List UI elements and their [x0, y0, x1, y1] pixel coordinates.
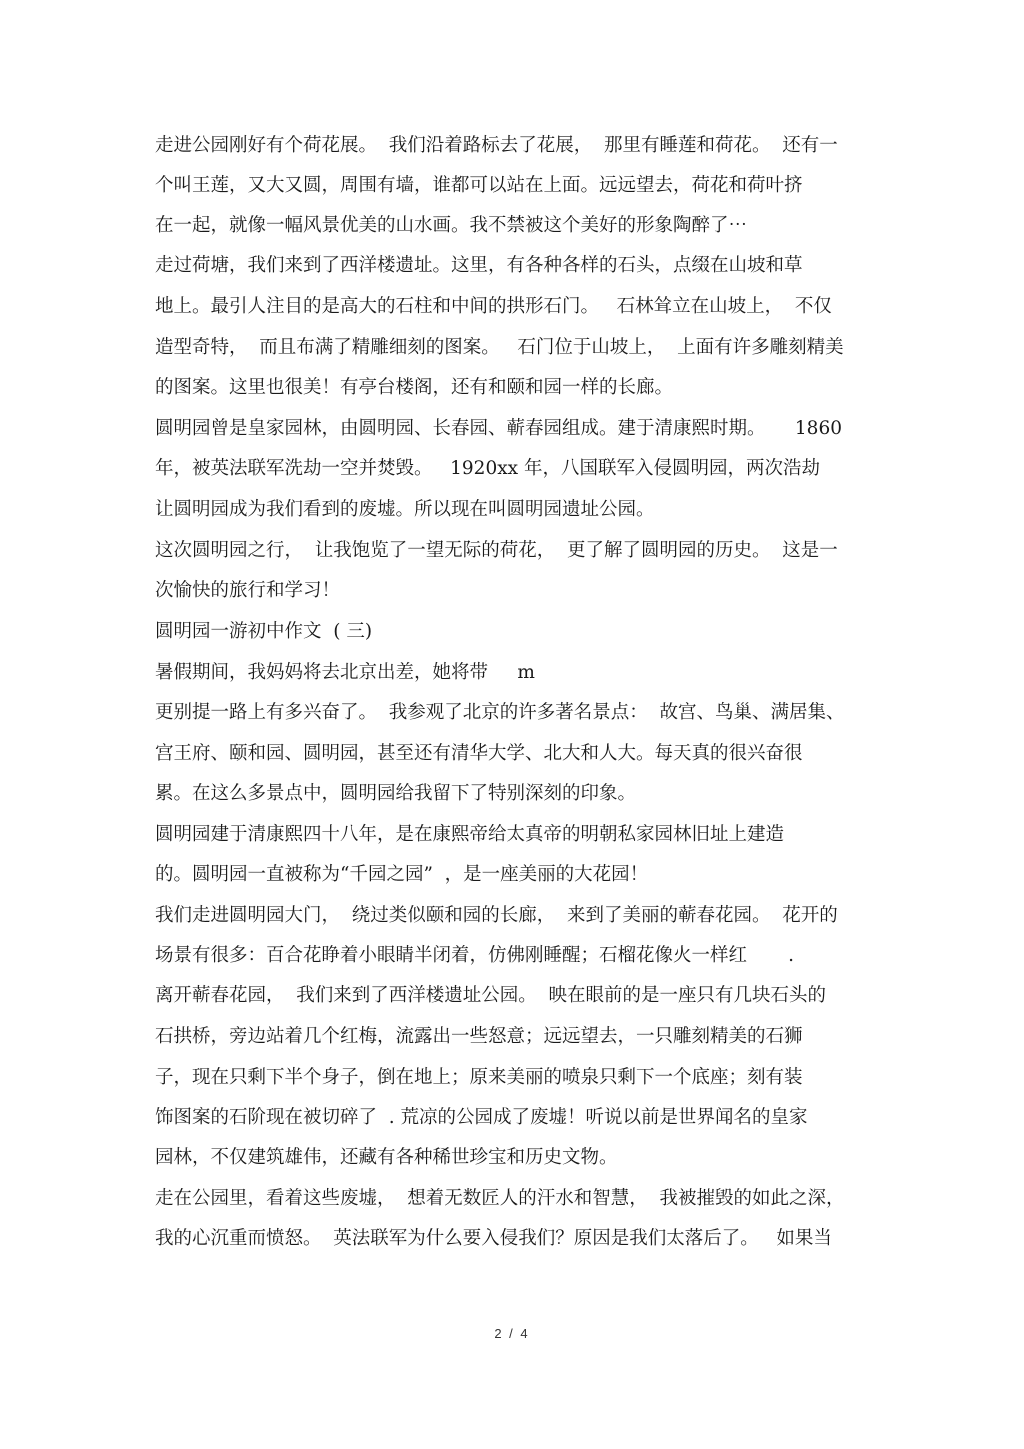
- text-line: 走在公园里，看着这些废墟， 想着无数匠人的汗水和智慧， 我被摧毁的如此之深，: [155, 1188, 845, 1209]
- text-line: 造型奇特， 而且布满了精雕细刻的图案。 石门位于山坡上， 上面有许多雕刻精美: [155, 337, 844, 358]
- page-number: 2 / 4: [494, 1326, 530, 1341]
- text-line: 走过荷塘，我们来到了西洋楼遗址。这里，有各种各样的石头，点缀在山坡和草: [155, 255, 803, 276]
- text-line: 我的心沉重而愤怒。 英法联军为什么要入侵我们？原因是我们太落后了。 如果当: [155, 1228, 832, 1249]
- text-line: 个叫王莲，又大又圆，周围有墙，谁都可以站在上面。远远望去，荷花和荷叶挤: [155, 175, 803, 196]
- text-line: 走进公园刚好有个荷花展。 我们沿着路标去了花展， 那里有睡莲和荷花。 还有一: [155, 135, 838, 156]
- text-line: 这次圆明园之行， 让我饱览了一望无际的荷花， 更了解了圆明园的历史。 这是一: [155, 540, 838, 561]
- text-line: 园林，不仅建筑雄伟，还藏有各种稀世珍宝和历史文物。: [155, 1147, 618, 1168]
- text-line: 我们走进圆明园大门， 绕过类似颐和园的长廊， 来到了美丽的蕲春花园。 花开的: [155, 905, 838, 926]
- text-line: 次愉快的旅行和学习！: [155, 580, 341, 601]
- text-line: 饰图案的石阶现在被切碎了 . 荒凉的公园成了废墟！听说以前是世界闻名的皇家: [155, 1107, 808, 1128]
- text-line: 的图案。这里也很美！有亭台楼阁，还有和颐和园一样的长廊。: [155, 377, 674, 398]
- text-line: 在一起，就像一幅风景优美的山水画。我不禁被这个美好的形象陶醉了⋯: [155, 215, 748, 236]
- text-line: 累。在这么多景点中，圆明园给我留下了特别深刻的印象。: [155, 783, 637, 804]
- section-heading: 圆明园一游初中作文 ( 三): [155, 621, 373, 642]
- text-line: 宫王府、颐和园、圆明园，甚至还有清华大学、北大和人大。每天真的很兴奋很: [155, 743, 803, 764]
- text-line: 让圆明园成为我们看到的废墟。所以现在叫圆明园遗址公园。: [155, 499, 655, 520]
- text-line: 暑假期间，我妈妈将去北京出差，她将带 m: [155, 662, 535, 683]
- text-line: 离开蕲春花园， 我们来到了西洋楼遗址公园。 映在眼前的是一座只有几块石头的: [155, 985, 827, 1006]
- text-line: 地上。最引人注目的是高大的石柱和中间的拱形石门。 石林耸立在山坡上， 不仅: [155, 296, 832, 317]
- text-line: 的。圆明园一直被称为“千园之园” ，是一座美丽的大花园！: [155, 864, 649, 885]
- text-line: 石拱桥，旁边站着几个红梅，流露出一些怒意；远远望去，一只雕刻精美的石狮: [155, 1026, 803, 1047]
- text-line: 圆明园建于清康熙四十八年，是在康熙帝给太真帝的明朝私家园林旧址上建造: [155, 824, 785, 845]
- text-line: 更别提一路上有多兴奋了。 我参观了北京的许多著名景点： 故宫、鸟巢、满居集、: [155, 702, 845, 723]
- text-line: 场景有很多：百合花睁着小眼睛半闭着，仿佛刚睡醒；石榴花像火一样红 .: [155, 945, 795, 966]
- text-line: 圆明园曾是皇家园林，由圆明园、长春园、蕲春园组成。建于清康熙时期。 1860: [155, 418, 842, 439]
- text-line: 年，被英法联军洗劫一空并焚毁。 1920xx 年，八国联军入侵圆明园，两次浩劫: [155, 458, 820, 479]
- text-line: 子，现在只剩下半个身子，倒在地上；原来美丽的喷泉只剩下一个底座；刻有装: [155, 1067, 803, 1088]
